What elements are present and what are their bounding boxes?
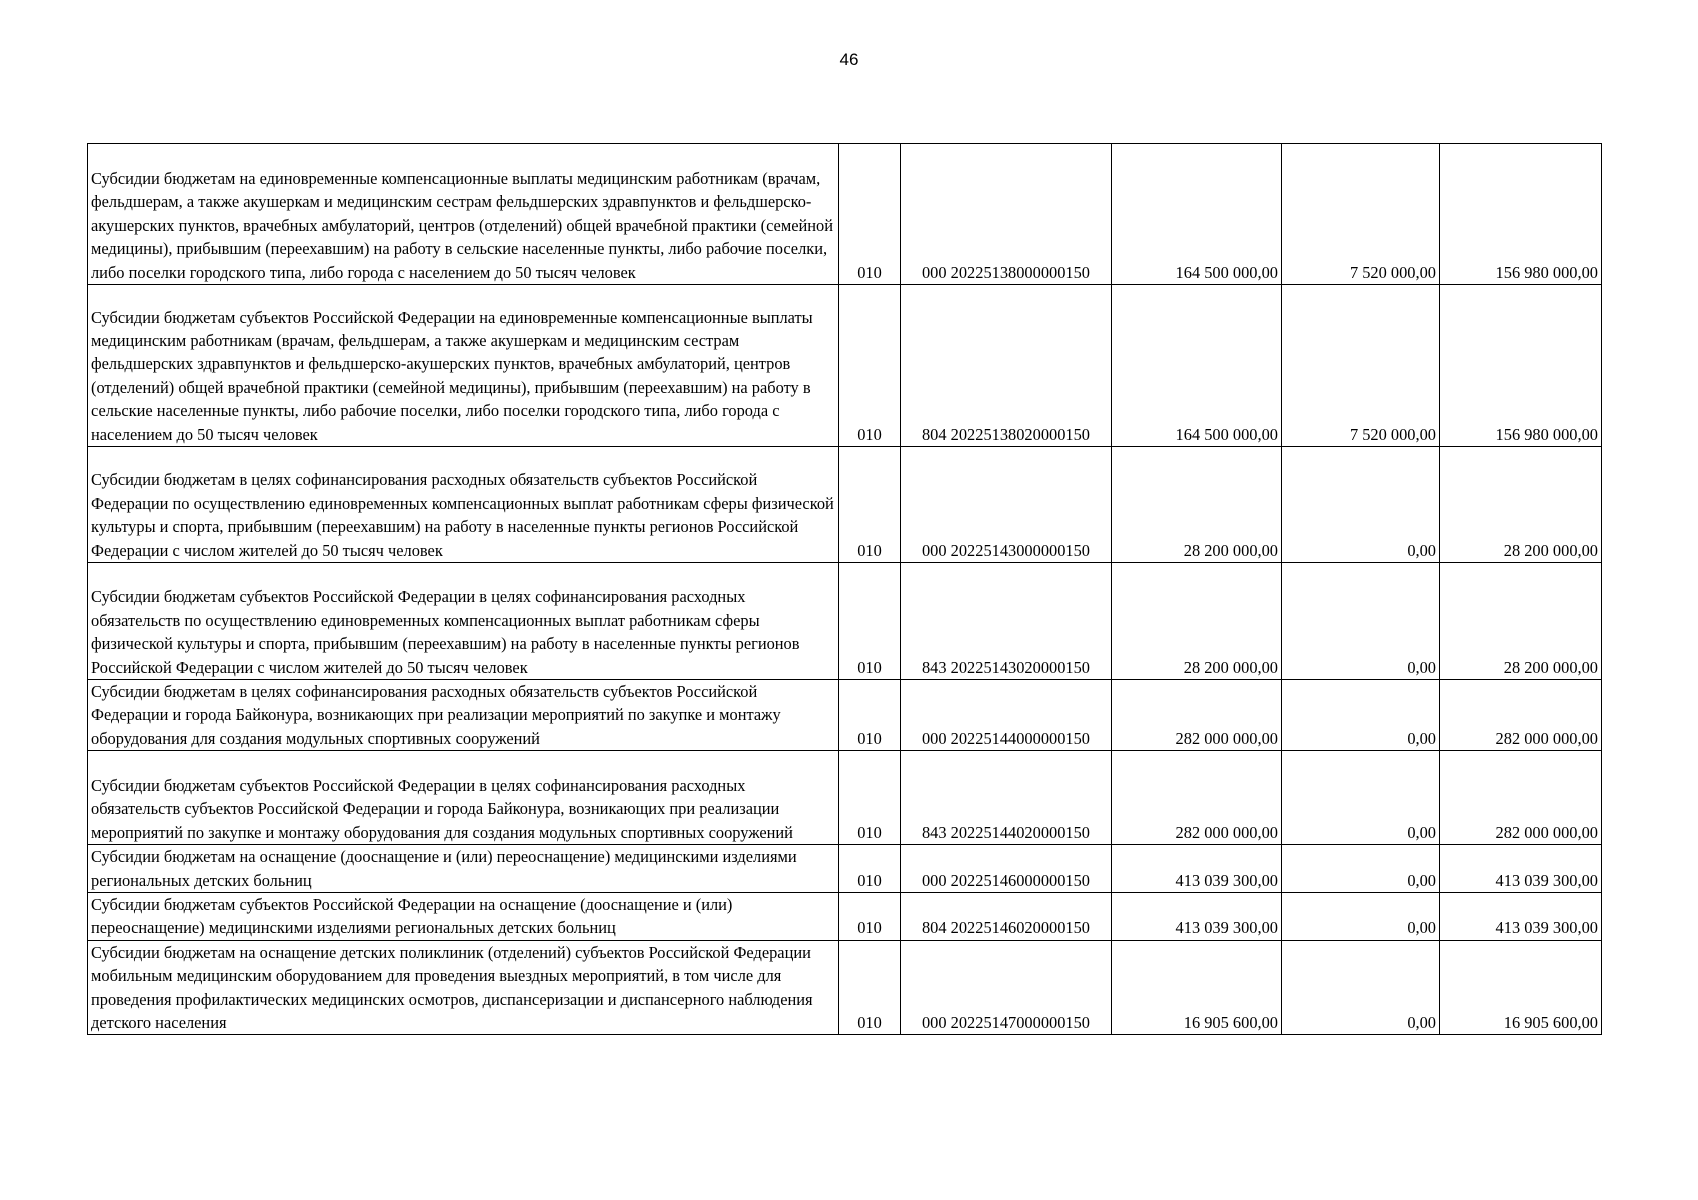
table-row <box>88 893 1602 941</box>
page-number: 46 <box>839 50 859 69</box>
row-amount-approved: 164 500 000,00 <box>1112 285 1282 447</box>
row-kbk: 000 20225143000000150 <box>901 447 1112 563</box>
table-row <box>88 680 1602 751</box>
row-code: 010 <box>839 563 901 680</box>
row-kbk: 843 20225144020000150 <box>901 751 1112 845</box>
row-amount-approved: 164 500 000,00 <box>1112 144 1282 285</box>
row-amount-unexecuted: 413 039 300,00 <box>1440 845 1602 893</box>
row-kbk: 804 20225146020000150 <box>901 893 1112 941</box>
budget-table <box>87 143 1602 1035</box>
row-code: 010 <box>839 285 901 447</box>
row-description: Субсидии бюджетам в целях софинансирования расходных обязательств субъектов Российской Федерации и города Байконура, возникающих при реализации мероприятий по закупке и монтажу оборудования для создания модульных спортивных сооружений <box>88 680 839 751</box>
row-code: 010 <box>839 447 901 563</box>
row-amount-unexecuted: 156 980 000,00 <box>1440 144 1602 285</box>
row-amount-unexecuted: 413 039 300,00 <box>1440 893 1602 941</box>
row-amount-executed: 0,00 <box>1282 563 1440 680</box>
row-kbk: 000 20225146000000150 <box>901 845 1112 893</box>
row-amount-approved: 413 039 300,00 <box>1112 845 1282 893</box>
row-code: 010 <box>839 940 901 1035</box>
row-amount-approved: 16 905 600,00 <box>1112 940 1282 1035</box>
row-amount-executed: 0,00 <box>1282 893 1440 941</box>
row-amount-approved: 28 200 000,00 <box>1112 447 1282 563</box>
row-code: 010 <box>839 144 901 285</box>
row-amount-executed: 7 520 000,00 <box>1282 144 1440 285</box>
row-description: Субсидии бюджетам субъектов Российской Федерации на оснащение (дооснащение и (или) переоснащение) медицинскими изделиями региональных детских больниц <box>88 893 839 941</box>
row-amount-executed: 0,00 <box>1282 447 1440 563</box>
row-description: Субсидии бюджетам на оснащение (дооснащение и (или) переоснащение) медицинскими изделиями региональных детских больниц <box>88 845 839 893</box>
table-row <box>88 447 1602 563</box>
table-row <box>88 845 1602 893</box>
row-description: Субсидии бюджетам в целях софинансирования расходных обязательств субъектов Российской Федерации по осуществлению единовременных компенсационных выплат работникам сферы физической культуры и спорта, прибывшим (переехавшим) на работу в населенные пункты регионов Российской Федерации с числом жителей до 50 тысяч человек <box>88 447 839 563</box>
row-description: Субсидии бюджетам субъектов Российской Федерации на единовременные компенсационные выплаты медицинским работникам (врачам, фельдшерам, а также акушеркам и медицинским сестрам фельдшерских здравпунктов и фельдшерско-акушерских пунктов, врачебных амбулаторий, центров (отделений) общей врачебной практики (семейной медицины), прибывшим (переехавшим) на работу в сельские населенные пункты, либо рабочие поселки, либо поселки городского типа, либо города с населением до 50 тысяч человек <box>88 285 839 447</box>
row-amount-approved: 282 000 000,00 <box>1112 751 1282 845</box>
row-kbk: 000 20225138000000150 <box>901 144 1112 285</box>
row-code: 010 <box>839 680 901 751</box>
row-kbk: 843 20225143020000150 <box>901 563 1112 680</box>
row-amount-unexecuted: 28 200 000,00 <box>1440 563 1602 680</box>
row-amount-approved: 282 000 000,00 <box>1112 680 1282 751</box>
row-amount-approved: 28 200 000,00 <box>1112 563 1282 680</box>
row-amount-unexecuted: 28 200 000,00 <box>1440 447 1602 563</box>
row-amount-executed: 0,00 <box>1282 940 1440 1035</box>
row-amount-approved: 413 039 300,00 <box>1112 893 1282 941</box>
row-amount-unexecuted: 282 000 000,00 <box>1440 680 1602 751</box>
row-description: Субсидии бюджетам на оснащение детских поликлиник (отделений) субъектов Российской Федерации мобильным медицинским оборудованием для проведения выездных мероприятий, в том числе для проведения профилактических медицинских осмотров, диспансеризации и диспансерного наблюдения детского населения <box>88 940 839 1035</box>
table-row <box>88 563 1602 680</box>
row-code: 010 <box>839 893 901 941</box>
row-description: Субсидии бюджетам субъектов Российской Федерации в целях софинансирования расходных обязательств по осуществлению единовременных компенсационных выплат работникам сферы физической культуры и спорта, прибывшим (переехавшим) на работу в населенные пункты регионов Российской Федерации с числом жителей до 50 тысяч человек <box>88 563 839 680</box>
row-amount-unexecuted: 156 980 000,00 <box>1440 285 1602 447</box>
table-row <box>88 751 1602 845</box>
row-code: 010 <box>839 845 901 893</box>
table-row <box>88 285 1602 447</box>
row-amount-executed: 0,00 <box>1282 751 1440 845</box>
row-amount-executed: 0,00 <box>1282 845 1440 893</box>
row-description: Субсидии бюджетам субъектов Российской Федерации в целях софинансирования расходных обязательств субъектов Российской Федерации и города Байконура, возникающих при реализации мероприятий по закупке и монтажу оборудования для создания модульных спортивных сооружений <box>88 751 839 845</box>
table-row <box>88 144 1602 285</box>
row-kbk: 804 20225138020000150 <box>901 285 1112 447</box>
row-kbk: 000 20225147000000150 <box>901 940 1112 1035</box>
row-amount-executed: 0,00 <box>1282 680 1440 751</box>
row-description: Субсидии бюджетам на единовременные компенсационные выплаты медицинским работникам (врачам, фельдшерам, а также акушеркам и медицинским сестрам фельдшерских здравпунктов и фельдшерско-акушерских пунктов, врачебных амбулаторий, центров (отделений) общей врачебной практики (семейной медицины), прибывшим (переехавшим) на работу в сельские населенные пункты, либо рабочие поселки, либо поселки городского типа, либо города с населением до 50 тысяч человек <box>88 144 839 285</box>
row-amount-executed: 7 520 000,00 <box>1282 285 1440 447</box>
row-kbk: 000 20225144000000150 <box>901 680 1112 751</box>
row-amount-unexecuted: 16 905 600,00 <box>1440 940 1602 1035</box>
table-row <box>88 940 1602 1035</box>
row-amount-unexecuted: 282 000 000,00 <box>1440 751 1602 845</box>
row-code: 010 <box>839 751 901 845</box>
